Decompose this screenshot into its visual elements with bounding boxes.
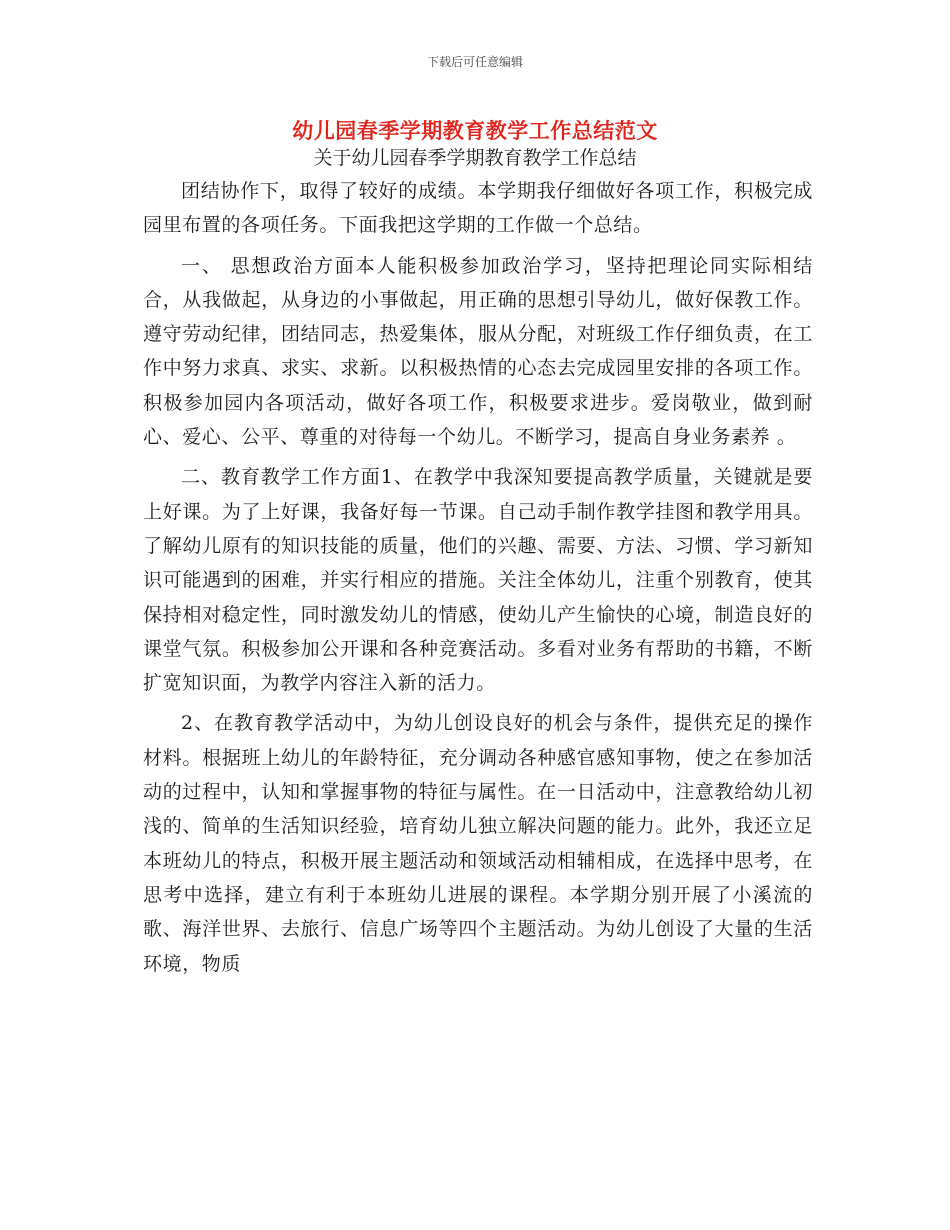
- document-subtitle: 关于幼儿园春季学期教育教学工作总结: [313, 147, 637, 169]
- paragraph-intro: 团结协作下，取得了较好的成绩。本学期我仔细做好各项工作，积极完成园里布置的各项任务。下面我把这学期的工作做一个总结。: [143, 180, 813, 237]
- paragraph-teaching-activities: 2、在教育教学活动中，为幼儿创设良好的机会与条件，提供充足的操作材料。根据班上幼儿的年龄特征，充分调动各种感官感知事物，使之在参加活动的过程中，认知和掌握事物的特征与属性。在一日活动中，注意教给幼儿初浅的、简单的生活知识经验，培育幼儿独立解决问题的能力。此外，我还立足本班幼儿的特点，积极开展主题活动和领域活动相辅相成，在选择中思考，在思考中选择，建立有利于本班幼儿进展的课程。本学期分别开展了小溪流的歌、海洋世界、去旅行、信息广场等四个主题活动。为幼儿创设了大量的生活环境，物质: [143, 712, 813, 975]
- paragraph-teaching-work: 二、教育教学工作方面1、在教学中我深知要提高教学质量，关键就是要上好课。为了上好课，我备好每一节课。自己动手制作教学挂图和教学用具。了解幼儿原有的知识技能的质量，他们的兴趣、需要、方法、习惯、学习新知识可能遇到的困难，并实行相应的措施。关注全体幼儿，注重个别教育，使其保持相对稳定性，同时激发幼儿的情感，使幼儿产生愉快的心境，制造良好的课堂气氛。积极参加公开课和各种竞赛活动。多看对业务有帮助的书籍，不断扩宽知识面，为教学内容注入新的活力。: [143, 466, 813, 695]
- page-header-note: 下载后可任意编辑: [426, 55, 523, 69]
- document-body: [143, 174, 813, 981]
- paragraph-political-thought: 一、 思想政治方面本人能积极参加政治学习，坚持把理论同实际相结合，从我做起，从身边的小事做起，用正确的思想引导幼儿，做好保教工作。遵守劳动纪律，团结同志，热爱集体，服从分配，对班级工作仔细负责，在工作中努力求真、求实、求新。以积极热情的心态去完成园里安排的各项工作。积极参加园内各项活动，做好各项工作，积极要求进步。爱岗敬业，做到耐心、爱心、公平、尊重的对待每一个幼儿。不断学习，提高自身业务素养 。: [143, 254, 813, 449]
- document-title: 幼儿园春季学期教育教学工作总结范文: [292, 118, 658, 143]
